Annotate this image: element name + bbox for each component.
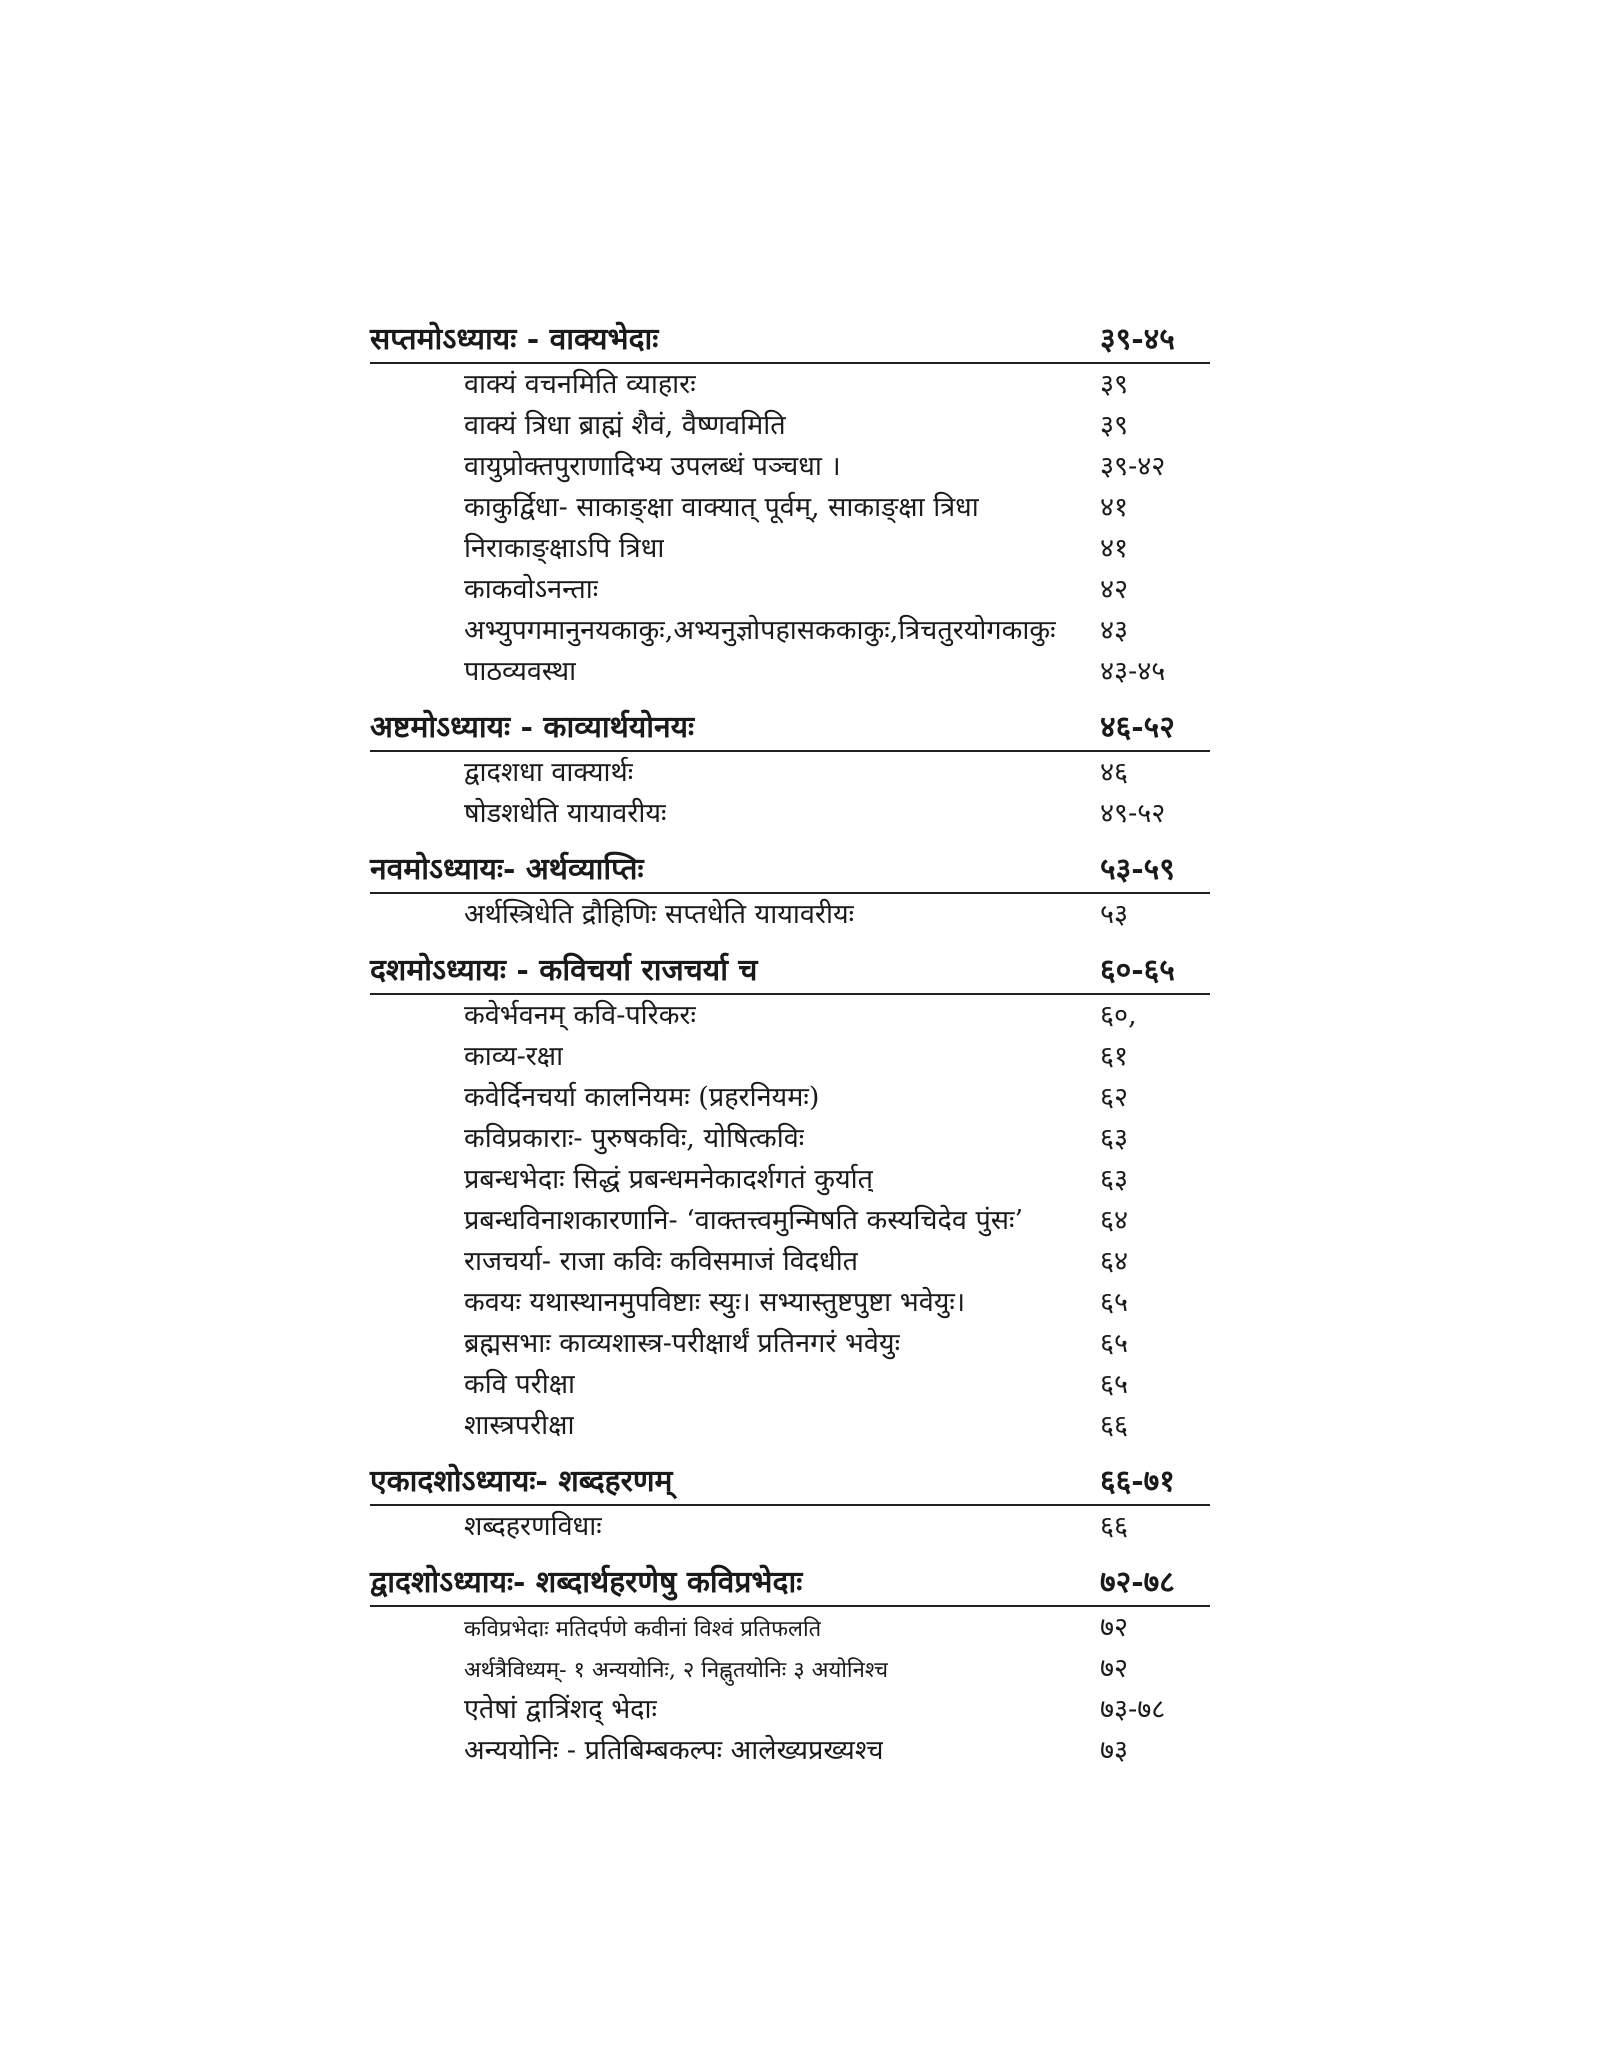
entry-page: ६४ (1100, 1205, 1129, 1236)
entry-page: ६५ (1100, 1328, 1129, 1359)
entry-page: ६२ (1100, 1082, 1129, 1113)
toc-entry (370, 894, 1210, 935)
chapter-page-range: ४६-५२ (1100, 710, 1175, 745)
entry-page: ३९-४२ (1100, 451, 1166, 482)
toc-entry (370, 1607, 1210, 1648)
entry-page: ७३ (1100, 1735, 1129, 1766)
toc-entry (370, 1077, 1210, 1118)
chapter-section (370, 848, 1210, 935)
toc-entry (370, 1364, 1210, 1405)
entry-text: अभ्युपगमानुनयकाकुः,अभ्यनुज्ञोपहासककाकुः,त्रिचतुरयोगकाकुः (464, 615, 1056, 646)
entry-text: राजचर्या- राजा कविः कविसमाजं विदधीत (464, 1246, 859, 1277)
toc-entry (370, 1118, 1210, 1159)
entry-text: कवयः यथास्थानमुपविष्टाः स्युः। सभ्यास्तुष्टपुष्टा भवेयुः। (464, 1287, 966, 1318)
entry-text: अन्ययोनिः - प्रतिबिम्बकल्पः आलेख्यप्रख्यश्च (464, 1735, 884, 1766)
toc-entry (370, 1159, 1210, 1200)
entry-text: वाक्यं त्रिधा ब्राह्मं शैवं, वैष्णवमिति (464, 410, 786, 441)
toc-entry (370, 793, 1210, 834)
chapter-title: अष्टमोऽध्यायः - काव्यार्थयोनयः (370, 710, 695, 745)
chapter-title: सप्तमोऽध्यायः - वाक्यभेदाः (370, 322, 659, 357)
toc-entry (370, 1241, 1210, 1282)
entry-text: कवेर्भवनम् कवि-परिकरः (464, 1000, 696, 1031)
chapter-page-range: ७२-७८ (1100, 1565, 1175, 1600)
toc-entry (370, 487, 1210, 528)
entry-page: ४६ (1100, 757, 1129, 788)
chapter-heading (370, 706, 1210, 752)
entry-page: ४३ (1100, 615, 1129, 646)
chapter-heading (370, 848, 1210, 894)
entry-page: ६३ (1100, 1123, 1129, 1154)
toc-entry (370, 569, 1210, 610)
chapter-page-range: ३९-४५ (1100, 322, 1175, 357)
entry-page: ३९ (1100, 369, 1129, 400)
toc-entry (370, 1730, 1210, 1771)
toc-entry (370, 528, 1210, 569)
entry-page: ६५ (1100, 1287, 1129, 1318)
entry-text: शब्दहरणविधाः (464, 1511, 602, 1542)
chapter-section (370, 318, 1210, 692)
chapter-page-range: ६०-६५ (1100, 953, 1175, 988)
entry-page: ६१ (1100, 1041, 1129, 1072)
entry-text: काकवोऽनन्ताः (464, 574, 599, 605)
entry-page: ४३-४५ (1100, 656, 1166, 687)
entry-text: कविप्रकाराः- पुरुषकविः, योषित्कविः (464, 1123, 805, 1154)
entry-page: ५३ (1100, 899, 1129, 930)
entry-text: अर्थस्त्रिधेति द्रौहिणिः सप्तधेति यायावरीयः (464, 899, 855, 930)
entry-page: ४१ (1100, 492, 1129, 523)
toc-entry (370, 1506, 1210, 1547)
entry-text: कवेर्दिनचर्या कालनियमः (प्रहरनियमः) (464, 1082, 820, 1113)
toc-entry (370, 1282, 1210, 1323)
toc-entry (370, 1405, 1210, 1446)
entry-page: ४९-५२ (1100, 798, 1166, 829)
toc-entry (370, 995, 1210, 1036)
entry-text: वाक्यं वचनमिति व्याहारः (464, 369, 696, 400)
entry-text: ब्रह्मसभाः काव्यशास्त्र-परीक्षार्थं प्रतिनगरं भवेयुः (464, 1328, 901, 1359)
entry-text: काकुर्द्विधा- साकाङ्क्षा वाक्यात् पूर्वम्, साकाङ्क्षा त्रिधा (464, 492, 979, 523)
chapter-heading (370, 318, 1210, 364)
toc-entry (370, 610, 1210, 651)
chapter-heading (370, 1460, 1210, 1506)
entry-text: कवि परीक्षा (464, 1369, 576, 1400)
entry-text: शास्त्रपरीक्षा (464, 1410, 575, 1441)
entry-text: प्रबन्धभेदाः सिद्धं प्रबन्धमनेकादर्शगतं कुर्यात् (464, 1164, 873, 1195)
entry-page: ६०, (1100, 1000, 1137, 1031)
entry-page: ६३ (1100, 1164, 1129, 1195)
toc-entry (370, 446, 1210, 487)
entry-text: अर्थत्रैविध्यम्- १ अन्ययोनिः, २ निह्नुतयोनिः ३ अयोनिश्च (464, 1658, 889, 1683)
entry-page: ६६ (1100, 1511, 1129, 1542)
entry-page: ७२ (1100, 1653, 1129, 1684)
chapter-title: नवमोऽध्यायः- अर्थव्याप्तिः (370, 852, 644, 887)
toc-entry (370, 1689, 1210, 1730)
toc-entry (370, 405, 1210, 446)
chapter-heading (370, 949, 1210, 995)
chapter-section (370, 1460, 1210, 1547)
chapter-page-range: ५३-५९ (1100, 852, 1175, 887)
entry-page: ६५ (1100, 1369, 1129, 1400)
entry-text: कविप्रभेदाः मतिदर्पणे कवीनां विश्वं प्रतिफलति (464, 1617, 822, 1642)
toc-entry (370, 752, 1210, 793)
entry-page: ७३-७८ (1100, 1694, 1166, 1725)
entry-page: ७२ (1100, 1612, 1129, 1643)
entry-text: द्वादशधा वाक्यार्थः (464, 757, 634, 788)
chapter-section (370, 949, 1210, 1446)
entry-text: प्रबन्धविनाशकारणानि- ‘वाक्तत्त्वमुन्मिषति कस्यचिदेव पुंसः’ (464, 1205, 1024, 1236)
chapter-section (370, 1561, 1210, 1771)
toc-entry (370, 364, 1210, 405)
chapter-heading (370, 1561, 1210, 1607)
table-of-contents (370, 318, 1210, 1785)
entry-text: एतेषां द्वात्रिंशद् भेदाः (464, 1694, 657, 1725)
toc-entry (370, 1036, 1210, 1077)
entry-text: काव्य-रक्षा (464, 1041, 564, 1072)
entry-text: पाठव्यवस्था (464, 656, 577, 687)
entry-text: षोडशधेति यायावरीयः (464, 798, 667, 829)
entry-page: ३९ (1100, 410, 1129, 441)
chapter-page-range: ६६-७१ (1100, 1464, 1175, 1499)
toc-entry (370, 1648, 1210, 1689)
toc-entry (370, 651, 1210, 692)
chapter-title: एकादशोऽध्यायः- शब्दहरणम् (370, 1464, 673, 1499)
entry-page: ४१ (1100, 533, 1129, 564)
entry-page: ६६ (1100, 1410, 1129, 1441)
chapter-title: दशमोऽध्यायः - कविचर्या राजचर्या च (370, 953, 758, 988)
toc-entry (370, 1323, 1210, 1364)
toc-entry (370, 1200, 1210, 1241)
entry-text: निराकाङ्क्षाऽपि त्रिधा (464, 533, 665, 564)
entry-page: ४२ (1100, 574, 1129, 605)
chapter-section (370, 706, 1210, 834)
entry-page: ६४ (1100, 1246, 1129, 1277)
entry-text: वायुप्रोक्तपुराणादिभ्य उपलब्धं पञ्चधा । (464, 451, 841, 482)
chapter-title: द्वादशोऽध्यायः- शब्दार्थहरणेषु कविप्रभेदाः (370, 1565, 803, 1600)
